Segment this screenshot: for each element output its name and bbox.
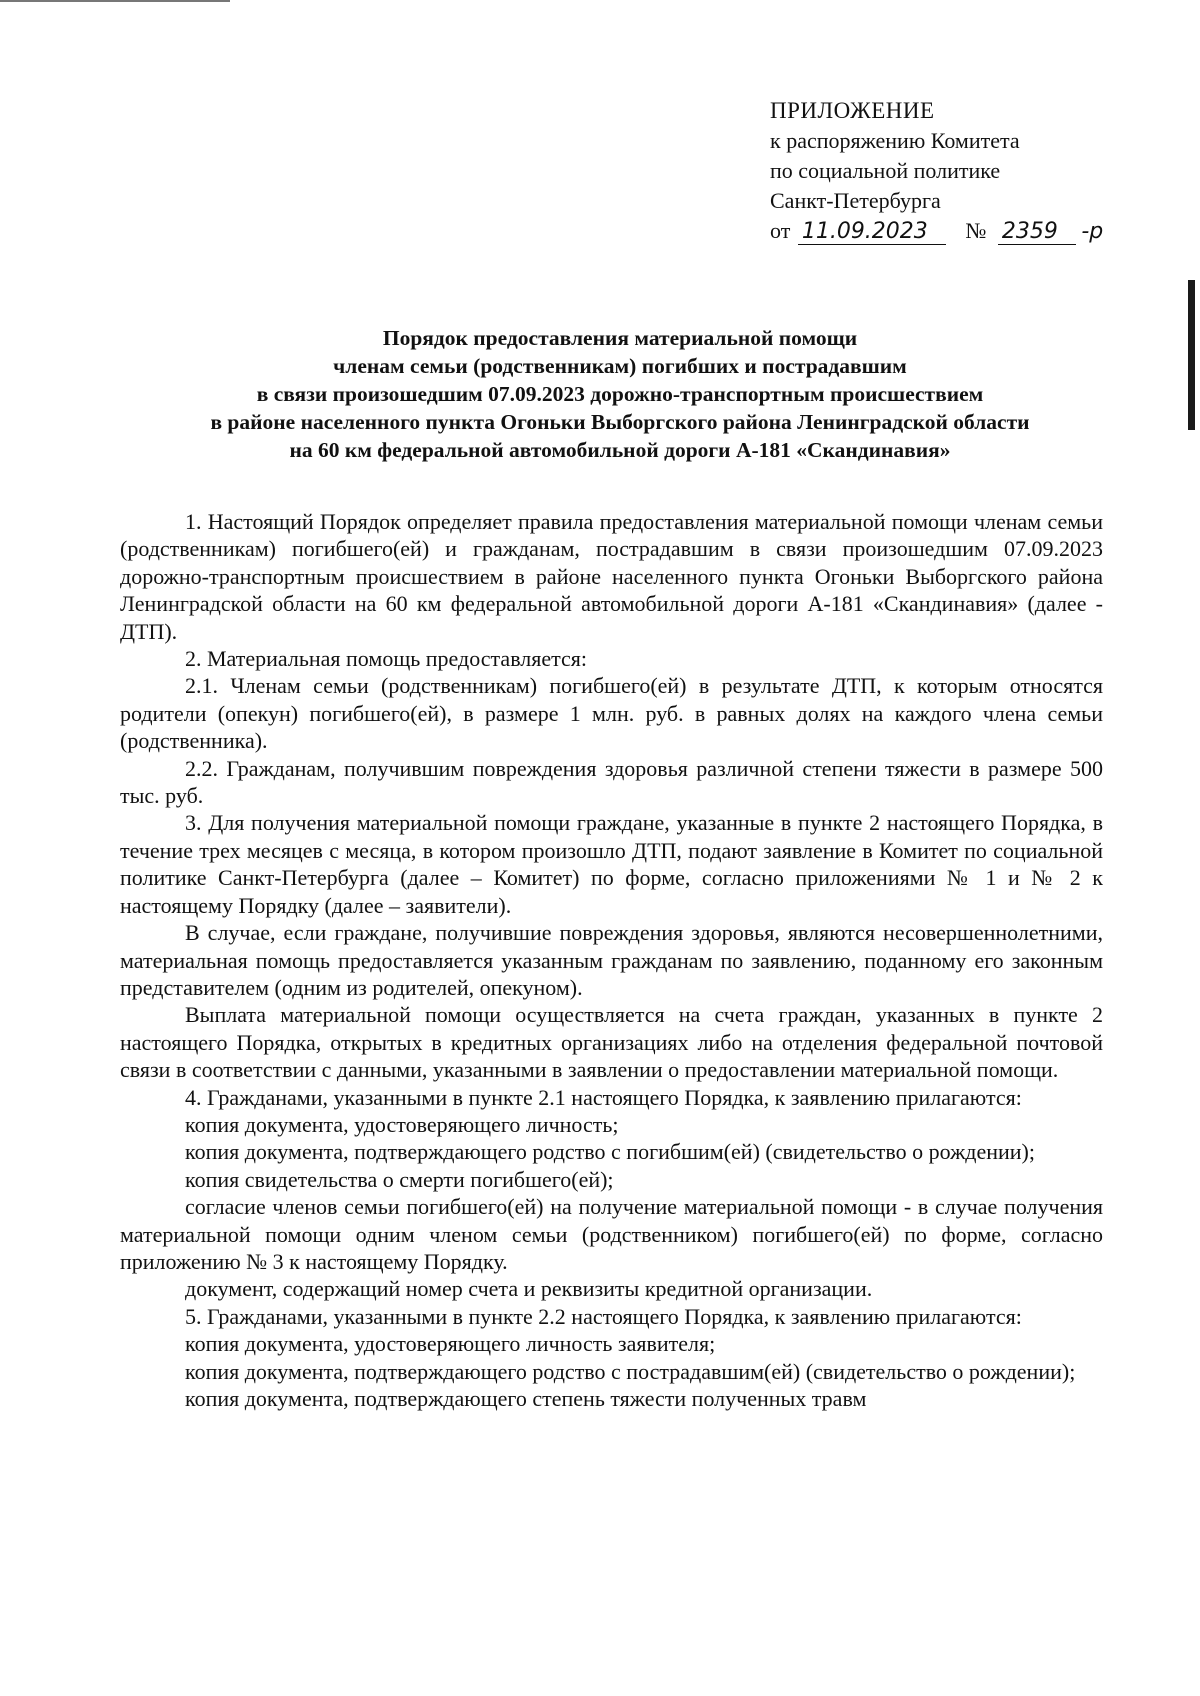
header-line-3: Санкт-Петербурга bbox=[770, 188, 941, 213]
header-line-2: по социальной политике bbox=[770, 158, 1001, 183]
paragraph: согласие членов семьи погибшего(ей) на получение материальной помощи - в случае получения материальной помощи одним членом семьи (родственником) погибшего(ей) по форме, согласно приложению № 3 к настоящему Порядку. bbox=[120, 1194, 1103, 1274]
paragraph: копия документа, подтверждающего родство с погибшим(ей) (свидетельство о рождении); bbox=[185, 1139, 1035, 1165]
paragraph: копия документа, удостоверяющего личность; bbox=[185, 1111, 619, 1137]
paragraph: копия документа, подтверждающего степень тяжести полученных травм bbox=[185, 1386, 867, 1411]
paragraph: 2.2. Гражданам, получившим повреждения здоровья различной степени тяжести в размере 500 тыс. руб. bbox=[120, 755, 1103, 809]
paragraph: копия документа, подтверждающего родство с пострадавшим(ей) (свидетельство о рождении); bbox=[185, 1358, 1076, 1384]
appendix-label: ПРИЛОЖЕНИЕ bbox=[770, 98, 935, 123]
paragraph: В случае, если граждане, получившие повреждения здоровья, являются несовершеннолетними, материальная помощь предоставляется указанным гражданам по заявлению, поданному его законным представителем (одним из родителей, опекуном). bbox=[120, 920, 1103, 1000]
document-body bbox=[120, 508, 1103, 1412]
title-line-5: на 60 км федеральной автомобильной дороги А-181 «Скандинавия» bbox=[289, 438, 951, 462]
title-line-3: в связи произошедшим 07.09.2023 дорожно-транспортным происшествием bbox=[256, 382, 984, 406]
title-line-1: Порядок предоставления материальной помощи bbox=[382, 326, 858, 350]
scan-edge-line bbox=[0, 0, 230, 2]
scan-margin-mark bbox=[1188, 280, 1195, 430]
title-line-2: членам семьи (родственникам) погибших и пострадавшим bbox=[333, 354, 907, 378]
handwritten-date: 11.09.2023 bbox=[798, 220, 946, 245]
paragraph: 3. Для получения материальной помощи граждане, указанные в пункте 2 настоящего Порядка, в течение трех месяцев с месяца, в котором произошло ДТП, подают заявление в Комитет по социальной политике Санкт-Петербурга (далее – Комитет) по форме, согласно приложениями № 1 и № 2 к настоящему Порядку (далее – заявители). bbox=[120, 810, 1103, 918]
title-line-4: в районе населенного пункта Огоньки Выборгского района Ленинградской области bbox=[210, 410, 1030, 434]
paragraph: документ, содержащий номер счета и реквизиты кредитной организации. bbox=[185, 1276, 873, 1302]
paragraph: 2.1. Членам семьи (родственникам) погибшего(ей) в результате ДТП, к которым относятся родители (опекун) погибшего(ей), в размере 1 млн. руб. в равных долях на каждого члена семьи (родственника). bbox=[120, 673, 1103, 754]
paragraph: копия документа, удостоверяющего личность заявителя; bbox=[185, 1331, 716, 1357]
handwritten-number: 2359 bbox=[998, 220, 1076, 245]
paragraph: 1. Настоящий Порядок определяет правила предоставления материальной помощи членам семьи (родственникам) погибшего(ей) и гражданам, пострадавшим в связи произошедшим 07.09.2023 дорожно-транспортным происшествием в районе населенного пункта Огоньки Выборгского района Ленинградской области на 60 км федеральной автомобильной дороги А-181 «Скандинавия» (далее - ДТП). bbox=[120, 509, 1103, 644]
document-title bbox=[120, 324, 1120, 464]
number-suffix: -р bbox=[1081, 219, 1104, 244]
header-line-1: к распоряжению Комитета bbox=[770, 128, 1020, 153]
date-prefix: от bbox=[770, 218, 791, 243]
paragraph: 4. Гражданами, указанными в пункте 2.1 настоящего Порядка, к заявлению прилагаются: bbox=[185, 1084, 1022, 1110]
number-prefix: № bbox=[965, 218, 987, 243]
header-date-number bbox=[770, 216, 1103, 247]
paragraph: 2. Материальная помощь предоставляется: bbox=[185, 646, 588, 672]
paragraph: 5. Гражданами, указанными в пункте 2.2 настоящего Порядка, к заявлению прилагаются: bbox=[185, 1303, 1022, 1329]
paragraph: копия свидетельства о смерти погибшего(ей); bbox=[185, 1166, 614, 1192]
appendix-header bbox=[770, 96, 1103, 247]
paragraph: Выплата материальной помощи осуществляется на счета граждан, указанных в пункте 2 настоящего Порядка, открытых в кредитных организациях либо на отделения федеральной почтовой связи в соответствии с данными, указанными в заявлении о предоставлении материальной помощи. bbox=[120, 1002, 1103, 1083]
